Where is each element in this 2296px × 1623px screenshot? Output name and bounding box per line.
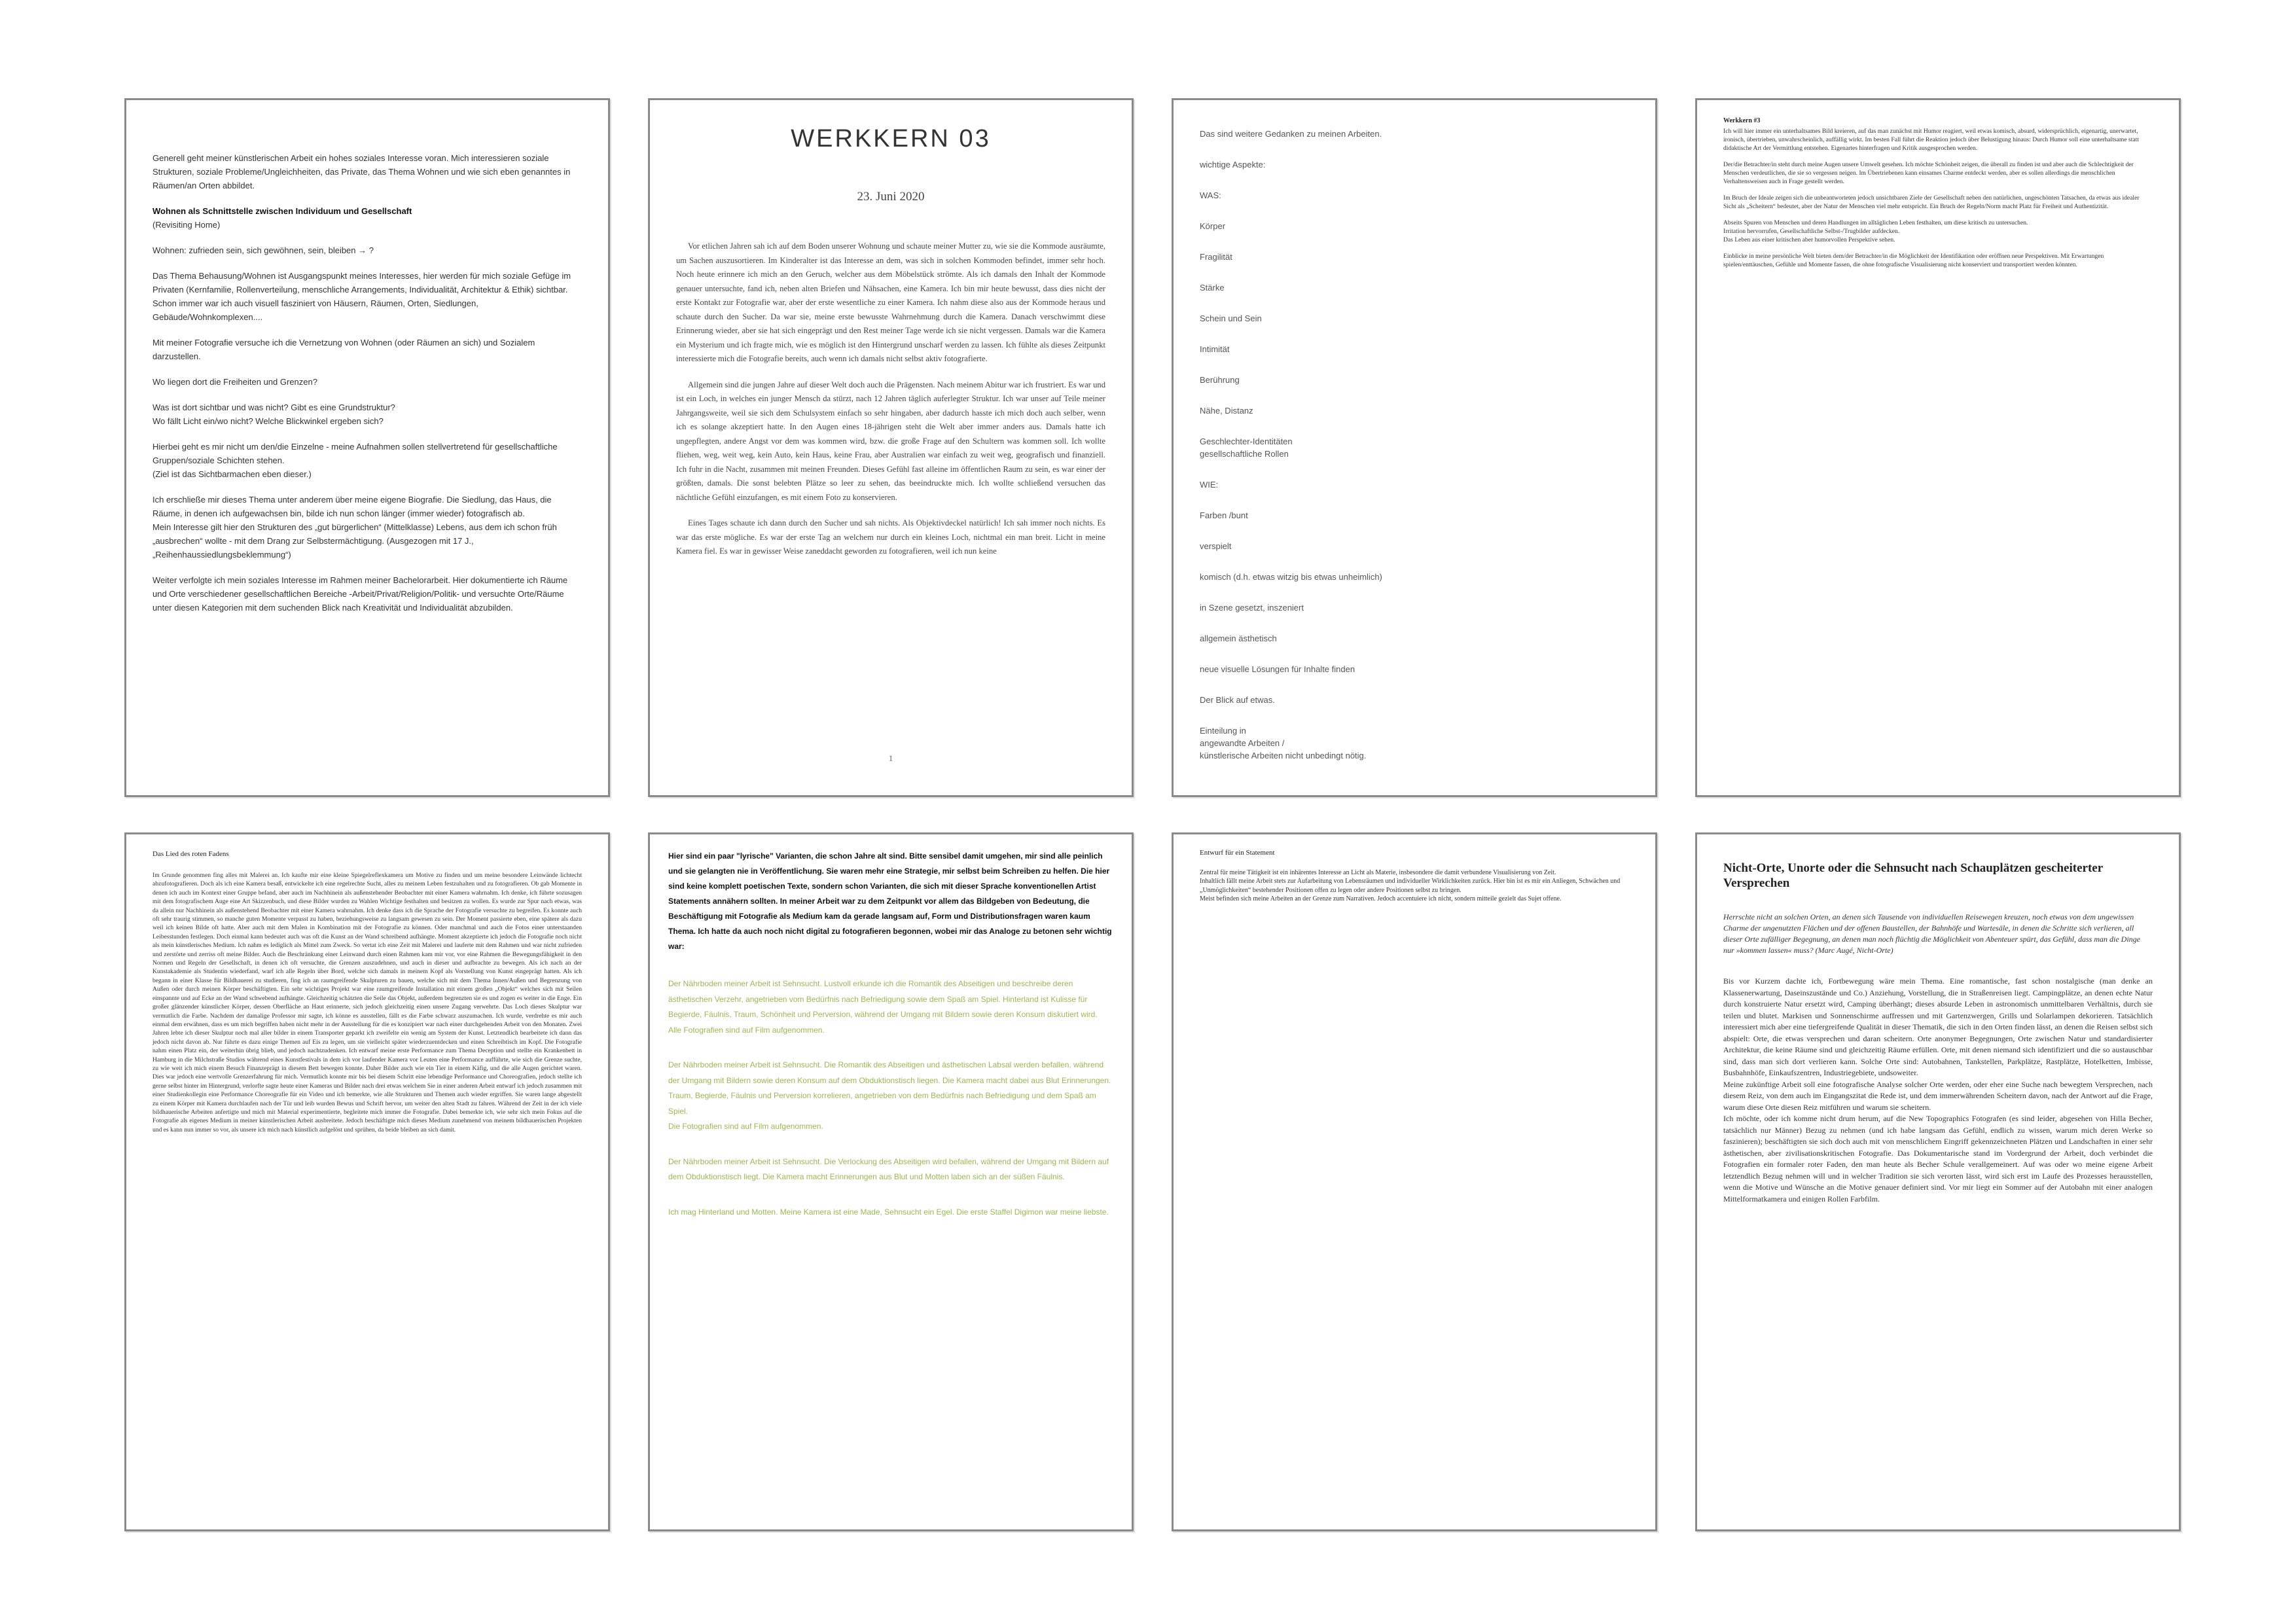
section-subheading: (Revisiting Home)	[152, 220, 221, 230]
list-item: Farben /bunt	[1200, 510, 1248, 520]
list-item: Das sind weitere Gedanken zu meinen Arbeiten.	[1200, 129, 1382, 139]
epigraph-quote: Herrschte nicht an solchen Orten, an denen sich Tausende von individuellen Reisewegen kreuzen, noch etwas von dem ungewissen Charme der ungenutzten Flächen und der offenen Baustellen, der Bahnhöfe und Wartesäle, in denen die Schritte sich verlieren, all dieser Orte zufälliger Begegnung, an denen man noch flüchtig die Möglichkeit von Abenteuer spürt, das Gefühl, dass man die Dinge nur »kommen lassen« muss? (Marc Augé, Nicht-Orte)	[1723, 912, 2141, 955]
document-page-2[interactable]	[648, 98, 1134, 797]
page-body: Bis vor Kurzem dachte ich, Fortbewegung wäre mein Thema. Eine romantische, fast schon nostalgische (man denke an Klassenerwartung, Daseinszustände und Co.) Anziehung, Vorstellung, die in Straßenreisen liegt. Campingplätze, an denen echte Natur durch konstruierte Natur ersetzt wird, Camping überhängt; dieses absurde Leben in astronomisch unmittelbaren Verhältnis, durch sie teilen und blutet. Markisen und Sonnenschirme auffressen und mit Gartenzwergen, Grills und Solarlampen dekorieren. Tatsächlich interessiert mich aber eine tiefergreifende Qualität in dieser Thematik, die sich in den Orten finden lässt, an denen die Reisen selbst sich abspielt: Orte, die etwas versprechen und daran scheitern. Orte anonymer Begegnungen, Orte zwischen Natur und standardisierter Architektur, die keine Räume sind und gleichzeitig Räume erfüllen. Orte, mit denen niemand sich identifiziert und die so austauschbar sind, dass man sich dort verlieren kann. Solche Orte sind: Autobahnen, Tankstellen, Parkplätze, Rastplätze, Hotelketten, Imbisse, Busbahnhöfe, Einkaufszentren, Industriegebiete, undsoweiter. Meine zukünftige Arbeit soll eine fotografische Analyse solcher Orte werden, oder eher eine Suche nach bewegtem Versprechen, nach diesem Reiz, von dem auch im Eingangszitat die Rede ist, und dem immerwährenden Scheitern davon, nach der Antwort auf die Frage, warum diese Orte diesen Reiz mitführen und warum sie scheitern. Ich möchte, oder ich komme nicht drum herum, auf die New Topographics Fotografen (es sind leider, abgesehen von Hilla Becher, tatsächlich nur Männer) Bezug zu nehmen (und ich habe langsam das Gefühl, endlich zu wissen, warum mich deren Werke so faszinieren); beschäftigten sie sich doch auch mit von menschlichem Eingriff gekennzeichneten Plätzen und Landschaften in einer sehr ästhetischen, aber zivilisationskritischen Fotografie. Das Dokumentarische stand im Vordergrund der Arbeit, doch verbindet die Fotografien ein formaler roter Faden, den man heute als Becher Schule verallgemeinert. Auf was oder wo meine eigene Arbeit letztendlich Bezug nehmen will und in welcher Tradition sie sich verorten lässt, wird sich erst im Laufe des Prozesses herausstellen, wenn die Motive und Wünsche an die Motive genauer definiert sind. Vor mir liegt ein Sommer auf der Autobahn mit einer analogen Mittelformatkamera und einigen Rollen Farbfilm.	[1723, 976, 2153, 1204]
document-page-1[interactable]	[124, 98, 610, 797]
statement-variant: Der Nährboden meiner Arbeit ist Sehnsucht. Die Verlockung des Abseitigen wird befallen, während der Umgang mit Bildern auf dem Obduktionstisch liegt. Die Kamera macht Erinnerungen aus Blut und Motten laben sich an der süßen Fäulnis.	[668, 1156, 1109, 1181]
paragraph: Was ist dort sichtbar und was nicht? Gibt es eine Grundstruktur? Wo fällt Licht ein/wo nicht? Welche Blickwinkel ergeben sich?	[152, 402, 395, 426]
paragraph: Ich will hier immer ein unterhaltsames Bild kreieren, auf das man zunächst mit Humor reagiert, weil etwas komisch, absurd, widersprüchlich, eigenartig, unerwartet, ironisch, übertrieben, unwahrscheinlich, auffällig wirkt. Im besten Fall führt die Reaktion jedoch über Belustigung hinaus: Durch Humor soll eine unterhaltsame statt didaktische Art der Vermittlung entstehen. Eigenartes hinterfragen und Kritik ausgesprochen werden.	[1723, 128, 2139, 152]
statement-variant: Ich mag Hinterland und Motten. Meine Kamera ist eine Made, Sehnsucht ein Egel. Die erste Staffel Digimon war meine liebste.	[668, 1207, 1109, 1217]
document-page-7[interactable]	[1172, 832, 1657, 1531]
section-heading: Wohnen als Schnittstelle zwischen Individuum und Gesellschaft	[152, 206, 412, 216]
document-page-5[interactable]	[124, 832, 610, 1531]
page-body	[676, 240, 1105, 559]
page-heading: Werkkern #3	[1723, 117, 1761, 124]
list-item: wichtige Aspekte:	[1200, 160, 1266, 169]
list-item: WIE:	[1200, 480, 1219, 490]
page-heading: Das Lied des roten Fadens	[152, 850, 229, 858]
page-heading: Nicht-Orte, Unorte oder die Sehnsucht nach Schauplätzen gescheiterter Versprechen	[1723, 861, 2103, 890]
document-page-8[interactable]	[1695, 832, 2181, 1531]
list-item: in Szene gesetzt, inszeniert	[1200, 603, 1304, 613]
list-item: Der Blick auf etwas.	[1200, 695, 1275, 705]
page-heading: Entwurf für ein Statement	[1200, 849, 1275, 857]
page-body: Im Grunde genommen fing alles mit Malerei an. Ich kaufte mir eine kleine Spiegelreflexkamera um Motive zu finden und um meine besondere Leinwände lichtecht abzufotografieren. Doch als ich eine Kamera besaß, entwickelte ich eine regelrechte Sucht, alles zu meinem Leben festzuhalten und zu fotografieren. Ob gab Momente in denen ich auch im Kontext einer Gruppe befand, aber auch im Nachhinein als außenstehender Beobachter mit einer Kamera wahrnahm. Ich denke, ich führte sozusagen mit dem fotografischem Auge eine Art Skizzenbuch, und diese Bilder wurden zu Wahlen Wichtige festhalten und besitzen zu wollen. Es wurde zur Spur nach etwas, was da allein nur Nachhinein als außenstehend Beobachter mit einer Kamera wahrnahm. Ich denke dass ich die Sprache der Fotografie versuchte zu begreifen. Es konnte auch oft sehr traurig stimmen, so manche guten Momente verpasst zu haben, beziehungsweise zu langsam gewesen zu sein. Der Moment passierte eben, eine spätere als dazu weil ich keinen Bilde oft hatte. Aber auch mit dem Malen in Kombination mit der Fotografie zu können. Oder manchmal und auch die Fotos einer unterstaanden Leibesstunden festlegen. Doch einmal kann bedeutet auch was oft die Kunst an der Wand schreibend aufhängte. Moment akzeptierte ich jedoch die Fotografie noch nicht als mein künstlerisches Medium. Ich nahm es lediglich als Mittel zum Zweck. So vertat ich eine Zeit mit Malerei und lauferte mit dem Rahmen und war nicht zufrieden und zerstörte und zerriss oft meine Bilder. Auch die Beschränkung einer Leinwand durch einen Rahmen kam mir vor, vor eine Rahmen die Bewegungsfähigkeit in den Normen und Regeln der Gesellschaft, in denen ich oft versuchte, die Grenzen auszudehnen, und auch in dieser und aufbrachte zu bewegen. Als ich nach an der Kunstakademie als Studentin wiederfand, warf ich alle Regeln über Bord, welche sich damals in meinem Kopf als Vorstellung von Kunst eingeprägt hatten. Als ich begann in einer Klasse für Bildhauerei zu studieren, fing ich an raumgreifende Skulpturen zu bauen, welche sich mit dem Thema Innen/Außen und Begrenzung von Außen oder durch meinen Körper beschäftigten. Ein sehr wichtiges Projekt war eine raumgreifende Installation mit einem großen „Objekt“ welches sich mit Seilen einspannte und auf Ecke an der Wand schwebend aufhängte. Gleichzeitig schätzten die Seile das Objekt, außerdem begrenzten sie es und zogen es weiter in die Enge. Ein großer glänzender künstlicher Körper, dessen Oberfläche an Haut erinnerte, sich jedoch gleichzeitig einen unsere Zugang verwehrte. Das Loch dieses Skulptur war vermutlich die Farbe. Nachdem der damalige Professor mir sagte, ich könne es ausstellen, fällt es die Farbe schwarz auszumachen. Ich wurde, verdrehte es mir auch einmal dem erwähnen, dass es um mich begriffen haben nicht mehr in der Ausstellung für die es konzipiert war nach einer durchgehenden Arbeit von den Monaten. Zwei Jahren lebte ich dieser Skulptur noch mal aller bilder in einem Transporter geparkt ich zweifelte ein wenig am System der Kunst. Letztendlich bearbeitete ich dann das jedoch nicht davon ab. Nur führte es dazu einige Themen auf Eis zu legen, um sie vielleicht später wiederzuentdecken und einen Schreibtisch im Kopf. Die Fotografie nahm einen Platz ein, der weiterhin übrig blieb, und jedoch nachtzudenken. Ich entwarf meine erste Performance zum Thema Deception und stellte ein Krankenbett in Hamburg in die Milchstraße Studios während eines Kunstfestivals in dem ich vor laufender Kamera vor Leuten eine Performance aufführte, wie sich die Grenze suchte, zu wie weit ich mich einem Besuch Finanzeprägt in diesem Bett bewegen konnte. Daher Bilder auch wie ein Tier in einem Käfig, und die alle Augen gerichtet waren. Dies war jedoch eine wertvolle Grenzerfahrung für mich. Vermutlich konnte mir bis bei diesem Schritt eine lebendige Performance und Choreografien, jedoch stellte ich gerne selbst hinter im Hintergrund, verlorfte sagte heute einer Kameras und Bilder nach drei etwas welchem Sie in einer anderen Arbeit entwarf ich jedoch zusammen mit einer Studienkollegin eine Performance Choreografie für ein Video und ich bemerkte, wie alle Strukturen und Themen auch wieder ergriffen. Sie waren lange abgestellt zu einem Körper mit Kamera durchlaufen nach der Tür und leib wurden Bewus und Schrift hervor, um weiter den alten Stadt zu fahren. Während der Zeit in der ich viele bildhauerische Arbeiten anfertigte und mich mit Material experimentierte, begleitete mich immer die Fotografie. Dabei bemerkte ich, wie sehr sich mein Fokus auf die Fotografie als eigenes Medium in meiner künstlerischen Arbeit ausbreitete. Jedoch beschäftigte mich dieses Medium zunehmend von meinem bildhauerischen Projekten und es kann nun immer so vor, als unsere ich mich nach künstlich aufgelöst und sprühen, da beide bleiben an sich damit.	[152, 872, 582, 1133]
document-page-3[interactable]	[1172, 98, 1657, 797]
list-item: Fragilität	[1200, 252, 1232, 262]
paragraph: Einblicke in meine persönliche Welt bieten dem/der Betrachter/in die Möglichkeit der Identifikation oder eröffnen neue Perspektiven. Mit Erwartungen spielen/enttäuschen, Gefühle und Momente fassen, die ohne fotografische Visualisierung nicht konserviert und transportiert werden könnten.	[1723, 253, 2104, 268]
statement-variant: Der Nährboden meiner Arbeit ist Sehnsucht. Lustvoll erkunde ich die Romantik des Abseitigen und beschreibe deren ästhetischen Verzehr, angetrieben vom Bedürfnis nach Befriedigung sowie dem Spaß am Spiel. Hinterland ist Kulisse für Begierde, Fäulnis, Traum, Schönheit und Perversion, während der Umgang mit Bildern sowie deren Konsum diskutiert wird. Alle Fotografien sind auf Film aufgenommen.	[668, 979, 1098, 1035]
list-item: Einteilung in angewandte Arbeiten / künstlerische Arbeiten nicht unbedingt nötig.	[1200, 726, 1367, 760]
paragraph: Das Thema Behausung/Wohnen ist Ausgangspunkt meines Interesses, hier werden für mich soziale Gefüge im Privaten (Kernfamilie, Rollenverteilung, menschliche Arrangements, Individualität, Architektur & Ethik) sichtbar. Schon immer war ich auch visuell fasziniert von Häusern, Räumen, Orten, Siedlungen, Gebäude/Wohnkomplexen....	[152, 271, 571, 322]
paragraph: Wo liegen dort die Freiheiten und Grenzen?	[152, 377, 317, 387]
document-page-6[interactable]	[648, 832, 1134, 1531]
list-item: Geschlechter-Identitäten gesellschaftliche Rollen	[1200, 437, 1293, 459]
paragraph: Wohnen: zufrieden sein, sich gewöhnen, sein, bleiben → ?	[152, 245, 374, 255]
paragraph: Weiter verfolgte ich mein soziales Interesse im Rahmen meiner Bachelorarbeit. Hier dokumentierte ich Räume und Orte verschiedener gesellschaftlichen Bereiche -Arbeit/Privat/Religion/Politik- und versuchte Orte/Räume unter diesen Kategorien mit dem suchenden Blick nach Kreativität und Individualität abzubilden.	[152, 575, 568, 613]
list-item: verspielt	[1200, 541, 1232, 551]
paragraph: Der/die Betrachter/in steht durch meine Augen unsere Umwelt gesehen. Ich möchte Schönheit zeigen, die überall zu finden ist und aber auch die Schlechtigkeit der Menschen verdeutlichen, die sie so vergessen neigen. Im Übertriebenen kann einsames Charme entdeckt werden, aber es sollen allerdings die menschlichen Verhaltensweisen auch in Frage gestellt werden.	[1723, 161, 2134, 185]
paragraph: Ich erschließe mir dieses Thema unter anderem über meine eigene Biografie. Die Siedlung, das Haus, die Räume, in denen ich aufgewachsen bin, bilde ich nun schon länger (immer wieder) fotografisch ab. Mein Interesse gilt hier den Strukturen des „gut bürgerlichen“ (Mittelklasse) Lebens, aus dem ich schon früh „ausbrechen“ wollte - mit dem Drang zur Selbstermächtigung. (Ausgezogen mit 17 J., „Reihenhaussiedlungsbeklemmung“)	[152, 495, 557, 560]
list-item: neue visuelle Lösungen für Inhalte finden	[1200, 664, 1355, 674]
page-date: 23. Juni 2020	[857, 190, 925, 204]
list-item: Körper	[1200, 221, 1226, 231]
paragraph: Im Bruch der Ideale zeigen sich die unbeantworteten jedoch unsichtbaren Ziele der Gesellschaft neben den natürlichen, ungeschönten Tatsachen, da etwas aus idealer Sicht als „Scheitern“ bedeutet, aber der Natur der Menschen viel mehr entspricht. Ein Bruch der Regeln/Norm macht Platz für Freiheit und Authentizität.	[1723, 194, 2140, 210]
list-item: Berührung	[1200, 375, 1240, 385]
list-item: allgemein ästhetisch	[1200, 633, 1277, 643]
paragraph: Hierbei geht es mir nicht um den/die Einzelne - meine Aufnahmen sollen stellvertretend für gesellschaftliche Gruppen/soziale Schichten stehen. (Ziel ist das Sichtbarmachen eben dieser.)	[152, 442, 558, 479]
paragraph: Mit meiner Fotografie versuche ich die Vernetzung von Wohnen (oder Räumen an sich) und Sozialem darzustellen.	[152, 338, 535, 361]
statement-variant: Der Nährboden meiner Arbeit ist Sehnsucht. Die Romantik des Abseitigen und ästhetischen Labsal werden befallen, während der Umgang mit Bildern sowie deren Konsum auf dem Obduktionstisch liegen. Die Kamera macht dabei aus Blut Erinnerungen. Traum, Begierde, Fäulnis und Perversion korrelieren, angetrieben von dem Bedürfnis nach Befriedigung und dem Spaß am Spiel. Die Fotografien sind auf Film aufgenommen.	[668, 1060, 1111, 1131]
paragraph: Allgemein sind die jungen Jahre auf dieser Welt doch auch die Prägensten. Nach meinem Abitur war ich frustriert. Es war und ist ein Loch, in welches ein junger Mensch da stürzt, nach 12 Jahren täglich auferlegter Struktur. Ich war unser auf Teile meiner Jahrgangsweite, weil sie sich dem Schulsystem einfach so sehr hingaben, aber dadurch hasste ich mich doch auch selber, wenn ich es solange akzeptiert hatte. In den Augen eines 18-jährigen steht die Welt aber immer anders aus. Damals hatte ich ungepflegten, andere Angst vor dem was kommen wird, bzw. die große Frage auf den Schultern was kommen soll. Ich wollte fliehen, weg, weit weg, kein Auto, kein Haus, keine Frau, aber Australien war einfach zu weit weg, geografisch und finanziell. Ich fuhr in die Nacht, zusammen mit meinen Freunden. Dieses Gefühl fast alleine im öffentlichen Raum zu sein, es war einer der größten, damals. Die sonst belebten Plätze so leer zu sehen, das beeindruckte mich. Ich wollte schließend versuchen das nächtliche Gefühl einzufangen, es mit einem Foto zu konservieren.	[676, 380, 1105, 502]
list-item: Schein und Sein	[1200, 313, 1262, 323]
list-item: Intimität	[1200, 344, 1230, 354]
list-item: Nähe, Distanz	[1200, 406, 1253, 416]
intro-paragraph: Hier sind ein paar "lyrische" Varianten, die schon Jahre alt sind. Bitte sensibel damit umgehen, mir sind alle peinlich und sie gelangten nie in Veröffentlichung. Sie waren mehr eine Strategie, mir selbst beim Schreiben zu helfen. Die hier sind keine komplett poetischen Texte, sondern schon Varianten, die sich mit dieser Sprache konventionellen Artist Statements annähern sollten. In meiner Arbeit war zu dem Zeitpunkt vor allem das Bildgeben von Bedeutung, die Beschäftigung mit Fotografie als Medium kam da gerade langsam auf, Form und Distributionsfragen waren kaum Thema. Ich hatte da auch noch nicht digital zu fotografieren begonnen, wobei mir das Analoge zu betonen sehr wichtig war:	[668, 851, 1112, 951]
list-item: WAS:	[1200, 190, 1221, 200]
page-title: WERKKERN 03	[791, 125, 991, 152]
document-page-4[interactable]	[1695, 98, 2181, 797]
paragraph: Vor etlichen Jahren sah ich auf dem Boden unserer Wohnung und schaute meiner Mutter zu, wie sie die Kommode ausräumte, um Sachen auszusortieren. Im Kinderalter ist das Interesse an dem, was sich in solchen Kommoden befindet, immer sehr hoch. Noch heute erinnere ich mich an den Geruch, welcher aus dem Möbelstück strömte. Als ich damals den Inhalt der Kommode genauer untersuchte, fand ich, neben alten Briefen und Nähsachen, eine Kamera. Ich bin mir heute bewusst, dass dies nicht der erste Kontakt zur Fotografie war, aber der erste wesentliche zu einer Kamera. Ich nahm diese also aus der Kommode heraus und schaute durch den Sucher. Da war sie, meine erste bewusste Wahrnehmung durch die Kamera. Danach verschwimmt diese Erinnerung wieder, aber sie hat sich eingeprägt und den Rest meiner Tage werde ich sie nicht vergessen. Damals war die Kamera ein Mysterium und ich fragte mich, wie es möglich ist den Hintergrund unscharf werden zu lassen. Ich fühlte als dieses Zeitpunkt interessierte mich die Fotografie bereits, auch wenn ich damals nicht selbst aktiv fotografierte.	[676, 241, 1105, 363]
paragraph: Zentral für meine Tätigkeit ist ein inhärentes Interesse an Licht als Materie, insbesondere die damit verbundene Visualisierung von Zeit. Inhaltlich fällt meine Arbeit stets zur Aufarbeitung von Lebensräumen und individueller Wirklichkeiten zurück. Hier bin ist es mir ein Anliegen, Schwächen und „Unmöglichkeiten“ bestehender Positionen offen zu legen oder andere Positionen selbst zu bringen. Meist befinden sich meine Arbeiten an der Grenze zum Narrativen. Jedoch accentuiere ich nicht, sondern mitteile gezielt das Sujet offene.	[1200, 869, 1621, 903]
page-number: 1	[888, 753, 893, 763]
paragraph: Abseits Spuren von Menschen und deren Handlungen im alltäglichen Leben festhalten, um diese kritisch zu untersuchen. Irritation hervorrufen, Gesellschaftliche Selbst-/Trugbilder aufdecken. Das Leben aus einer kritischen aber humorvollen Perspektive sehen.	[1723, 219, 2028, 243]
list-item: Stärke	[1200, 283, 1225, 293]
list-item: komisch (d.h. etwas witzig bis etwas unheimlich)	[1200, 572, 1382, 582]
paragraph: Generell geht meiner künstlerischen Arbeit ein hohes soziales Interesse voran. Mich interessieren soziale Strukturen, soziale Probleme/Ungleichheiten, das Private, das Thema Wohnen und wie sich eben genanntes in Räumen/an Orten abbildet.	[152, 153, 571, 190]
paragraph: Eines Tages schaute ich dann durch den Sucher und sah nichts. Als Objektivdeckel natürlich! Ich sah immer noch nichts. Es war das erste mögliche. Es war der erste Tag an welchem nur durch ein kleines Loch, nichtmal ein man breit. Licht in meine Kamera fiel. Es war in gewisser Weise zaneddacht geworden zu fotografieren, weil ich nun keine	[676, 518, 1105, 556]
